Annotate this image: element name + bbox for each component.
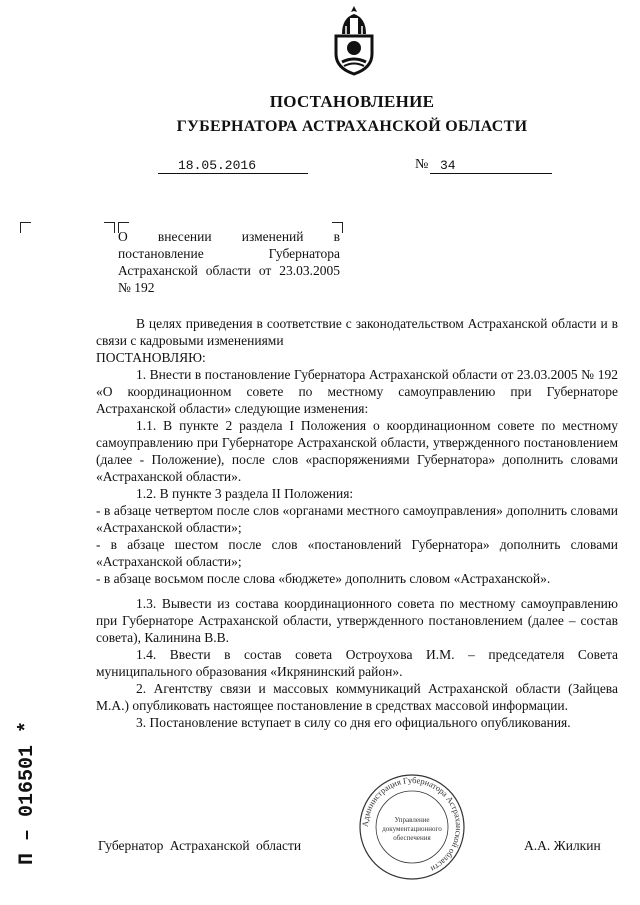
body-item: - в абзаце восьмом после слова «бюджете» дополнить словом «Астраханской». xyxy=(96,571,551,586)
signer-position: Губернатор Астраханской области xyxy=(98,838,302,853)
stamp-ring-text: Администрация Губернатора Астраханской области xyxy=(359,774,465,875)
body-item: 3. Постановление вступает в силу со дня его официального опубликования. xyxy=(136,715,571,730)
body-item: 2. Агентству связи и массовых коммуникаций Астраханской области (Зайцева М.А.) опубликовать настоящее постановление в средствах массовой информации. xyxy=(96,681,618,713)
form-serial-number xyxy=(8,715,42,865)
stamp-center-line: документационного xyxy=(382,825,442,833)
document-title: ПОСТАНОВЛЕНИЕ xyxy=(269,92,435,111)
document-subject: О внесении изменений в постановление Губернатора Астраханской области от 23.03.2005 № 192 xyxy=(118,229,340,295)
body-item: - в абзаце четвертом после слов «органами местного самоуправления» дополнить словами «Астраханской области»; xyxy=(96,503,618,535)
signer-name: А.А. Жилкин xyxy=(524,838,601,853)
official-stamp xyxy=(357,772,467,882)
body-item: 1.2. В пункте 3 раздела II Положения: xyxy=(136,486,354,501)
body-item: 1.3. Вывести из состава координационного совета по местному самоуправлению при Губернаторе Астраханской области, утвержденного постановлением (далее – состав совета), Калинина В.В. xyxy=(96,596,618,645)
resolve-heading: ПОСТАНОВЛЯЮ: xyxy=(96,350,206,365)
document-issuer: ГУБЕРНАТОРА АСТРАХАНСКОЙ ОБЛАСТИ xyxy=(176,118,528,135)
corner-mark xyxy=(20,222,31,233)
number-label: № xyxy=(415,157,429,172)
body-item: 1.4. Ввести в состав совета Остроухова И.М. – председателя Совета муниципального образования «Икрянинский район». xyxy=(96,647,618,679)
document-number: 34 xyxy=(430,158,552,174)
body-item: - в абзаце шестом после слов «постановлений Губернатора» дополнить словами «Астраханской области»; xyxy=(96,537,618,569)
body-item: 1.1. В пункте 2 раздела I Положения о координационном совете по местному самоуправлению при Губернаторе Астраханской области, утвержденного постановлением (далее - Положение), после слов «распоряжениями Губернатора» дополнить словами «Астраханской области». xyxy=(96,418,618,484)
stamp-center-line: обеспечения xyxy=(393,834,431,842)
coat-of-arms-emblem xyxy=(328,4,380,76)
body-item: 1. Внести в постановление Губернатора Астраханской области от 23.03.2005 № 192 «О координационном совете по местному самоуправлению при Губернаторе Астраханской области» следующие изменения: xyxy=(96,367,618,416)
document-body xyxy=(96,315,618,731)
corner-mark xyxy=(104,222,115,233)
preamble: В целях приведения в соответствие с законодательством Астраханской области и в связи с кадровыми изменениями xyxy=(96,316,618,348)
document-date: 18.05.2016 xyxy=(158,158,308,174)
serial-text: П – 016501 * xyxy=(16,720,39,865)
stamp-center-line: Управление xyxy=(394,816,430,824)
